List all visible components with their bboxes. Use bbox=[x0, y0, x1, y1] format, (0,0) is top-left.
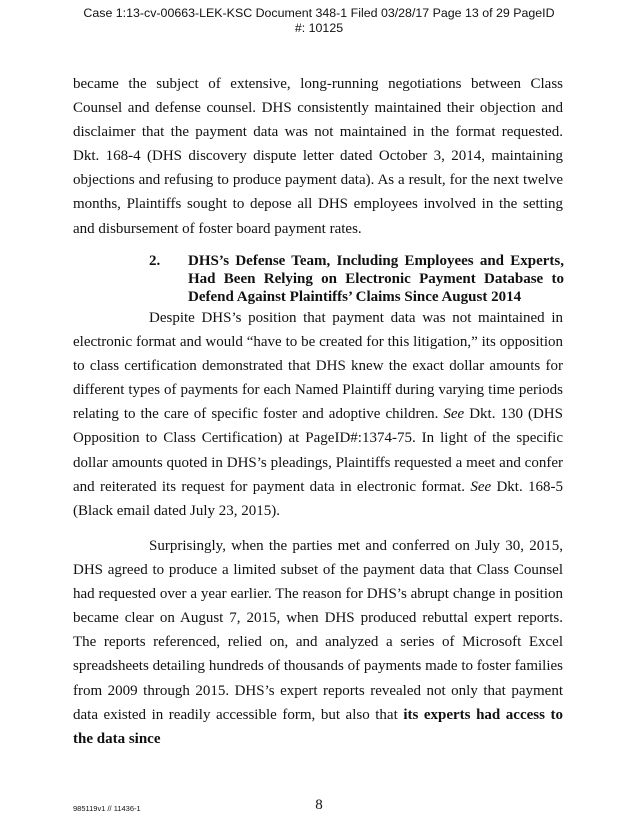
paragraph-continuation bbox=[73, 72, 563, 241]
paragraph-2-text-a: Despite DHS’s position that payment data was not maintained in electronic format and would “have to be created for this litigation,” its opposition to class certification demonstrated that DHS knew the exact dollar amounts for different types of payments for each Named Plaintiff during varying time periods relating to the care of specific foster and adoptive children. bbox=[73, 310, 563, 423]
page-number: 8 bbox=[315, 797, 323, 813]
paragraph-3-text: Surprisingly, when the parties met and conferred on July 30, 2015, DHS agreed to produce a limited subset of the payment data that Class Counsel had requested over a year earlier. The reason for DHS’s abrupt change in position became clear on August 7, 2015, when DHS produced rebuttal expert reports. The reports referenced, relied on, and analyzed a series of Microsoft Excel spreadsheets detailing hundreds of thousands of payments made to foster families from 2009 through 2015. DHS’s expert reports revealed not only that payment data existed in readily accessible form, but also that bbox=[73, 538, 563, 723]
case-header-line1: Case 1:13-cv-00663-LEK-KSC Document 348-1 Filed 03/28/17 Page 13 of 29 PageID bbox=[83, 6, 555, 20]
paragraph-dhs-position bbox=[73, 306, 563, 523]
paragraph-2-text-c: Dkt. 168-5 (Black email dated July 23, 2015). bbox=[73, 478, 564, 519]
paragraph-meet-and-confer bbox=[73, 534, 563, 751]
paragraph-3-emphasis: its experts had access to the data since bbox=[73, 706, 564, 747]
paragraph-2-text-b: Dkt. 130 (DHS Opposition to Class Certification) at PageID#:1374-75. In light of the specific dollar amounts quoted in DHS’s pleadings, Plaintiffs requested a meet and confer and reiterated its request for payment data in electronic format. bbox=[73, 406, 563, 495]
paragraph-1-text: became the subject of extensive, long-running negotiations between Class Counsel and defense counsel. DHS consistently maintained their objection and disclaimer that the payment data was not maintained in the format requested. Dkt. 168-4 (DHS discovery dispute letter dated October 3, 2014, maintaining objections and refusing to produce payment data). As a result, for the next twelve months, Plaintiffs sought to depose all DHS employees involved in the setting and disbursement of foster board payment rates. bbox=[73, 76, 563, 237]
document-id-footer: 985119v1 // 11436-1 bbox=[73, 804, 141, 813]
section-heading-text: DHS’s Defense Team, Including Employees and Experts, Had Been Relying on Electronic Payment Database to Defend Against Plaintiffs’ Claims Since August 2014 bbox=[188, 253, 564, 305]
citation-signal-see: See bbox=[470, 478, 492, 495]
citation-signal-see: See bbox=[443, 406, 465, 423]
case-header-line2: #: 10125 bbox=[294, 21, 344, 35]
section-heading-number: 2. bbox=[149, 253, 161, 269]
